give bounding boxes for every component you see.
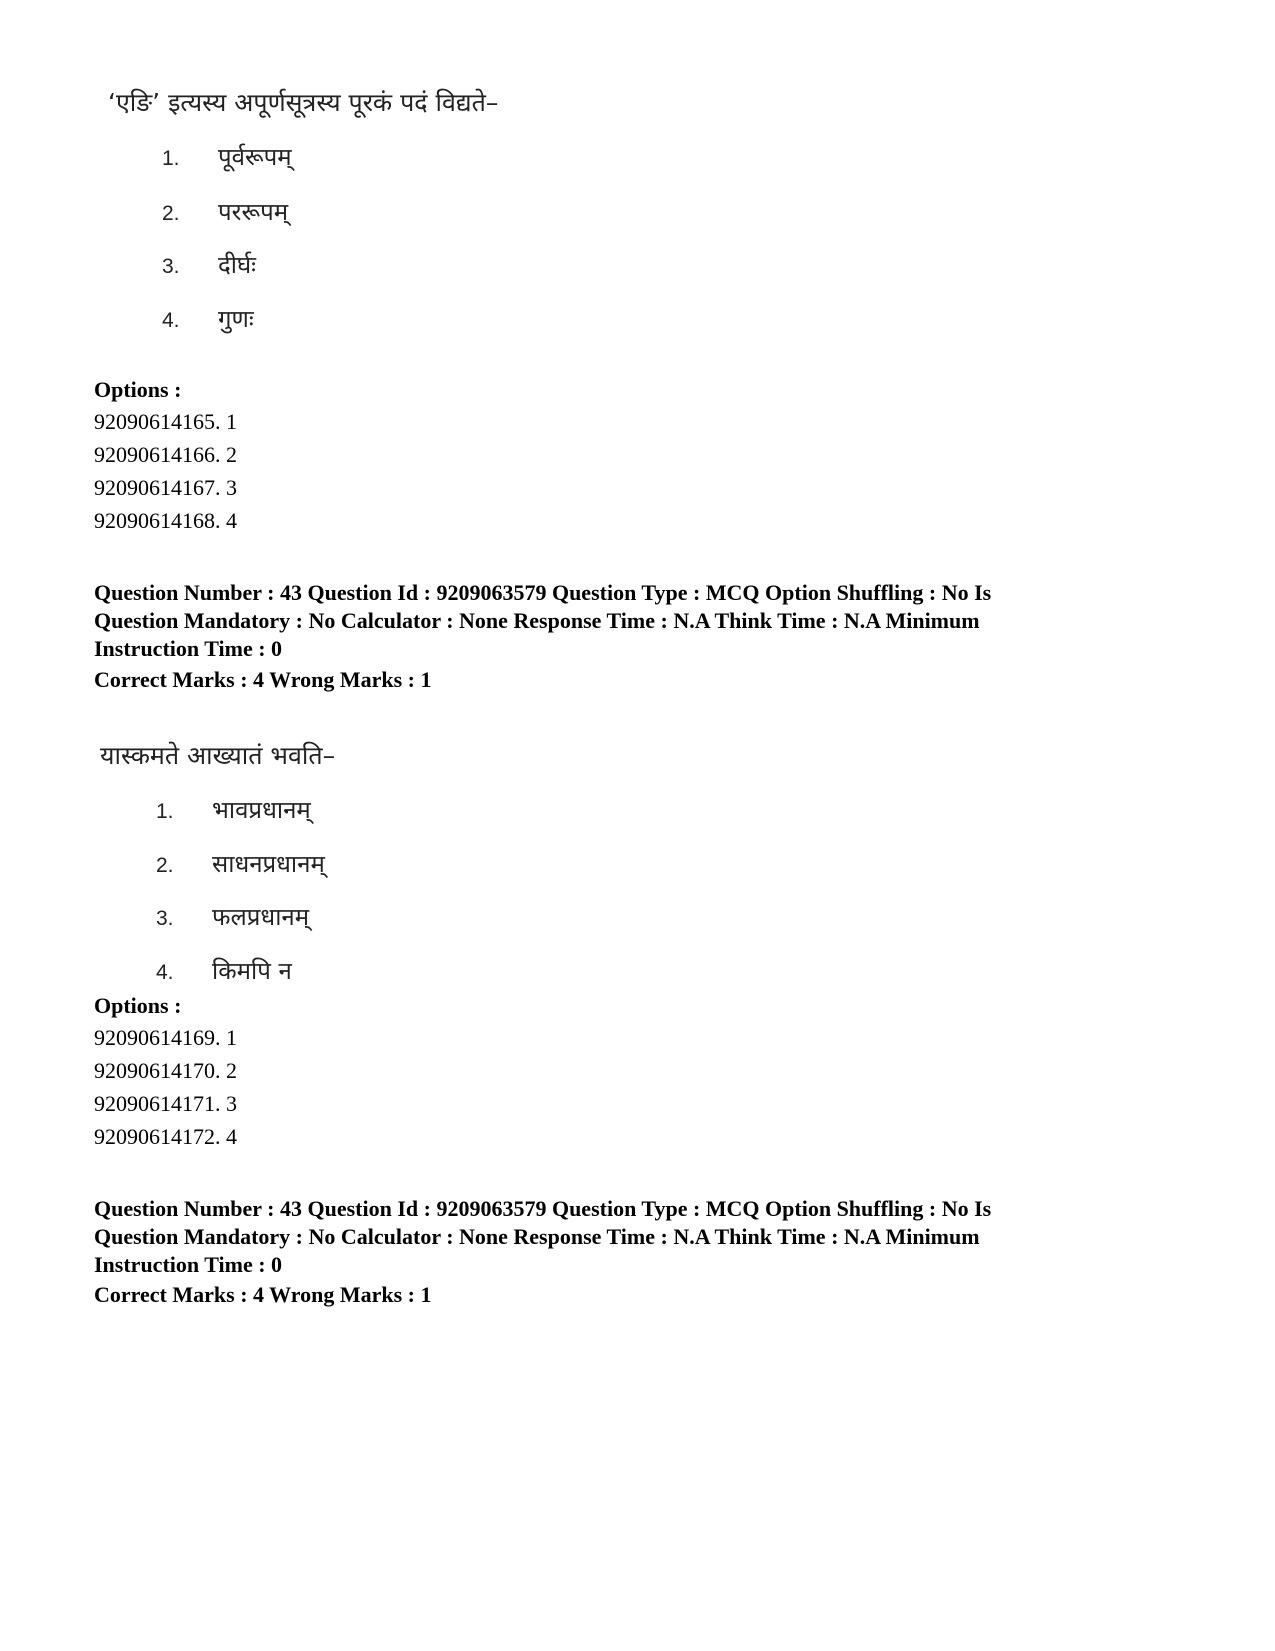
choice-text: पूर्वरूपम् [218, 143, 292, 171]
marks-line: Correct Marks : 4 Wrong Marks : 1 [94, 667, 432, 692]
choice-number: 3. [156, 907, 174, 930]
choice-number: 3. [162, 255, 180, 278]
option-item: 92090614172. 4 [94, 1124, 237, 1149]
option-item: 92090614168. 4 [94, 508, 237, 533]
meta-line: Question Mandatory : No Calculator : None Response Time : N.A Think Time : N.A Minimum [94, 1224, 980, 1249]
options-list [94, 1021, 237, 1153]
choice-text: साधनप्रधानम् [212, 850, 325, 878]
option-item: 92090614170. 2 [94, 1058, 237, 1083]
meta-line: Instruction Time : 0 [94, 636, 283, 661]
choice-text: पररूपम् [218, 198, 289, 226]
choice-text: किमपि न [212, 957, 292, 985]
option-item: 92090614169. 1 [94, 1025, 237, 1050]
question-image-1 [108, 90, 708, 350]
options-label: Options : [94, 377, 182, 402]
option-item: 92090614171. 3 [94, 1091, 237, 1116]
meta-line: Question Number : 43 Question Id : 9209063579 Question Type : MCQ Option Shuffling : No Is [94, 1196, 992, 1221]
options-label: Options : [94, 993, 182, 1018]
choice-number: 1. [162, 147, 180, 170]
choice-text: दीर्घः [218, 251, 256, 279]
question-stem: ‘एङि’ इत्यस्य अपूर्णसूत्रस्य पूरकं पदं विद्यते– [108, 88, 499, 117]
options-list [94, 405, 237, 537]
choice-text: गुणः [218, 305, 254, 333]
question-stem: यास्कमते आख्यातं भवति– [100, 741, 336, 770]
question-image-2 [100, 743, 700, 993]
choice-number: 2. [162, 202, 180, 225]
choice-number: 4. [162, 309, 180, 332]
meta-line: Question Mandatory : No Calculator : None Response Time : N.A Think Time : N.A Minimum [94, 608, 980, 633]
choice-number: 1. [156, 800, 174, 823]
question-meta [94, 1195, 1174, 1279]
meta-line: Instruction Time : 0 [94, 1252, 283, 1277]
choice-text: फलप्रधानम् [212, 903, 310, 931]
choice-number: 4. [156, 961, 174, 984]
option-item: 92090614166. 2 [94, 442, 237, 467]
choice-text: भावप्रधानम् [212, 796, 311, 824]
option-item: 92090614167. 3 [94, 475, 237, 500]
question-meta [94, 579, 1174, 663]
option-item: 92090614165. 1 [94, 409, 237, 434]
choice-number: 2. [156, 854, 174, 877]
marks-line: Correct Marks : 4 Wrong Marks : 1 [94, 1282, 432, 1307]
meta-line: Question Number : 43 Question Id : 9209063579 Question Type : MCQ Option Shuffling : No Is [94, 580, 992, 605]
